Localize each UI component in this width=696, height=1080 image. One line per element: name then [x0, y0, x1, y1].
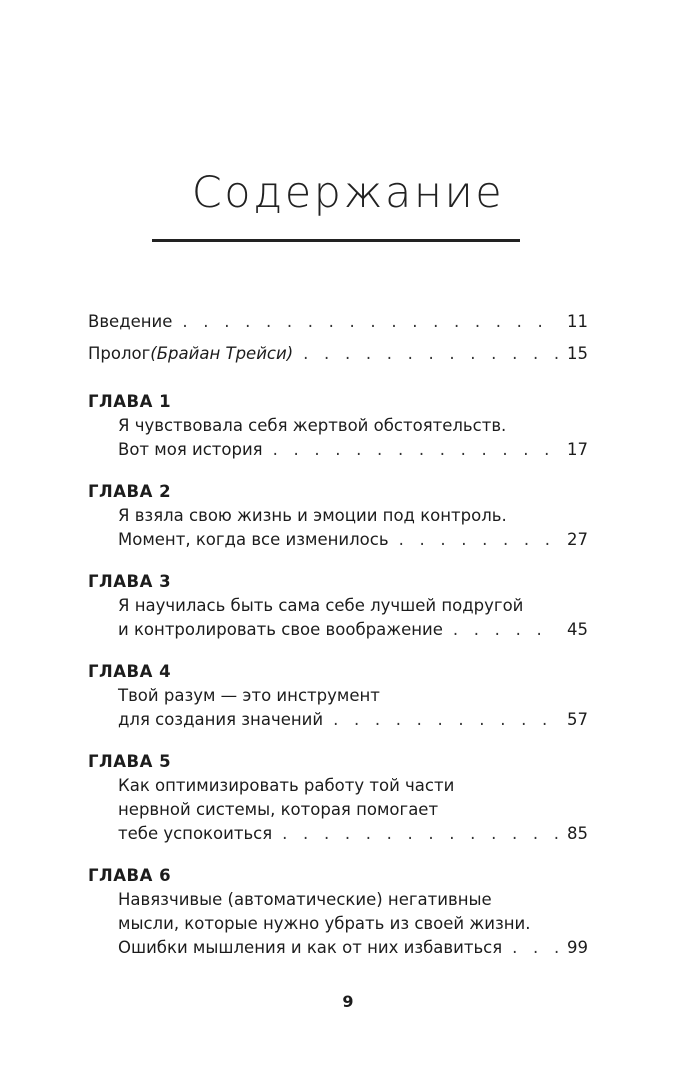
chapter-title-line: Я взяла свою жизнь и эмоции под контроль.	[118, 506, 507, 525]
toc-entry-prologue[interactable]	[88, 342, 588, 366]
toc-entry-title: Пролог	[88, 344, 151, 363]
toc-page-number: 85	[567, 824, 588, 843]
toc-chapter-6[interactable]	[88, 864, 588, 960]
chapter-title-line: и контролировать свое воображение	[118, 620, 443, 639]
dot-leader	[399, 528, 559, 552]
toc-entry-introduction[interactable]	[88, 310, 588, 334]
page-title: Содержание	[191, 168, 505, 218]
toc-page-number: 99	[567, 938, 588, 957]
chapter-label: ГЛАВА 4	[88, 662, 172, 681]
toc-page-number: 57	[567, 710, 588, 729]
title-underline	[152, 239, 520, 242]
chapter-title-line: Твой разум — это инструмент	[118, 686, 380, 705]
chapter-title-line: тебе успокоиться	[118, 824, 273, 843]
toc-chapter-4[interactable]	[88, 660, 588, 732]
chapter-title-line: нервной системы, которая помогает	[118, 800, 439, 819]
chapter-title-line: Вот моя история	[118, 440, 263, 459]
toc-page-number: 17	[567, 440, 588, 459]
dot-leader	[182, 310, 559, 334]
dot-leader	[512, 936, 559, 960]
table-of-contents	[88, 310, 588, 957]
toc-chapter-2[interactable]	[88, 480, 588, 552]
page-number: 9	[342, 992, 354, 1011]
chapter-title-line: Я научилась быть сама себе лучшей подругой	[118, 596, 524, 615]
chapter-title-line: Навязчивые (автоматические) негативные	[118, 890, 492, 909]
toc-page-number: 45	[567, 620, 588, 639]
chapter-title-line: для создания значений	[118, 710, 324, 729]
chapter-title-line: Я чувствовала себя жертвой обстоятельств.	[118, 416, 507, 435]
toc-chapter-3[interactable]	[88, 570, 588, 642]
chapter-label: ГЛАВА 1	[88, 392, 172, 411]
chapter-label: ГЛАВА 6	[88, 866, 172, 885]
dot-leader	[303, 342, 559, 366]
dot-leader	[453, 618, 559, 642]
toc-entry-author: (Брайан Трейси)	[150, 344, 294, 363]
chapter-title-line: Ошибки мышления и как от них избавиться	[118, 938, 503, 957]
toc-page-number: 11	[567, 312, 588, 331]
toc-chapter-1[interactable]	[88, 390, 588, 462]
chapter-title-line: Как оптимизировать работу той части	[118, 776, 455, 795]
dot-leader	[273, 438, 559, 462]
toc-page-number: 15	[567, 344, 588, 363]
dot-leader	[333, 708, 559, 732]
toc-chapter-5[interactable]	[88, 750, 588, 846]
chapter-label: ГЛАВА 5	[88, 752, 172, 771]
chapter-label: ГЛАВА 2	[88, 482, 172, 501]
chapter-title-line: мысли, которые нужно убрать из своей жизни.	[118, 914, 531, 933]
toc-page-number: 27	[567, 530, 588, 549]
chapter-title-line: Момент, когда все изменилось	[118, 530, 389, 549]
dot-leader	[282, 822, 559, 846]
chapter-label: ГЛАВА 3	[88, 572, 172, 591]
toc-entry-title: Введение	[88, 312, 173, 331]
